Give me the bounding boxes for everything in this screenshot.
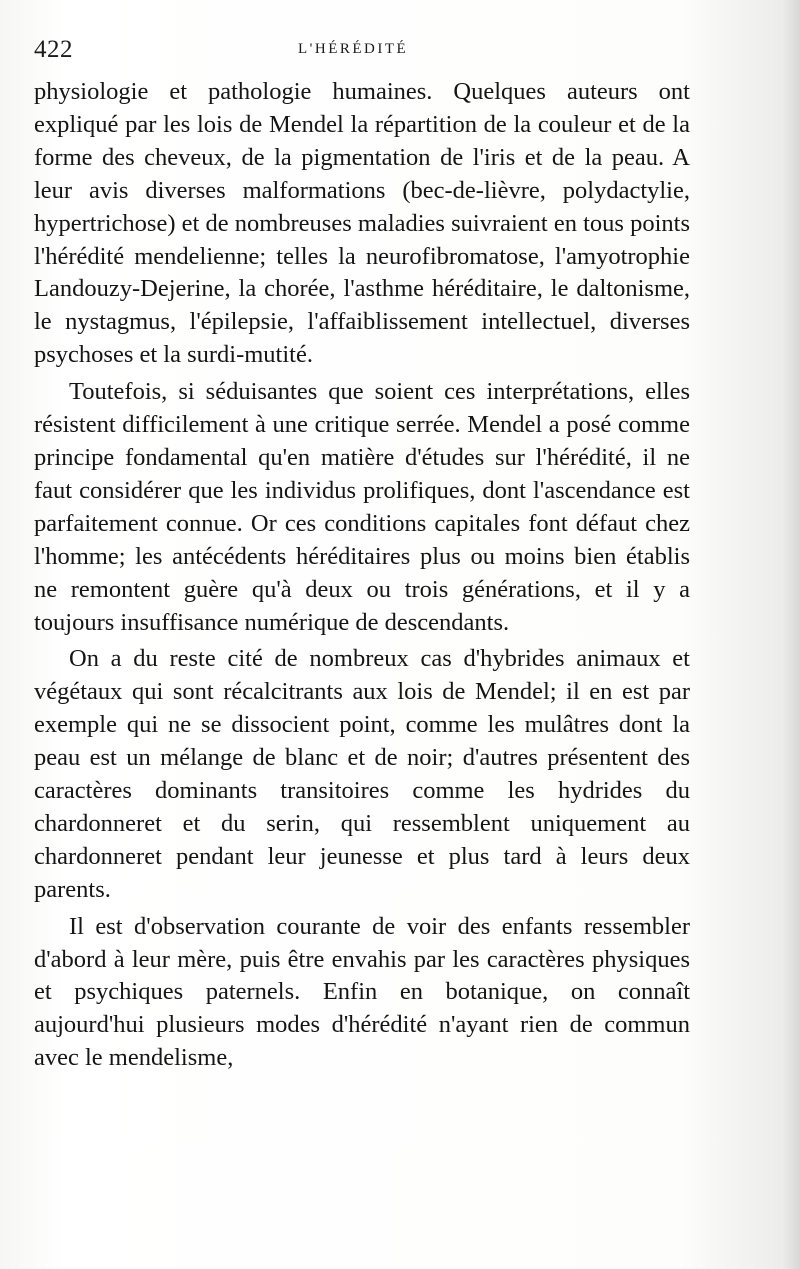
paragraph-observation: Il est d'observation courante de voir des enfants ressembler d'abord à leur mère, puis être envahis par les caractères physiques et psychiques paternels. Enfin en botanique, on connaît aujourd'hui plusieurs modes d'hérédité n'ayant rien de commun avec le mendelisme, bbox=[34, 912, 690, 1072]
running-title: L'HÉRÉDITÉ bbox=[298, 41, 409, 57]
running-head bbox=[34, 36, 654, 64]
paragraph-critique: Toutefois, si séduisantes que soient ces interprétations, elles résistent difficilement à une critique serrée. Mendel a posé comme principe fondamental qu'en matière d'études sur l'hérédité, il ne faut considérer que les individus prolifiques, dont l'ascendance est parfaitement connue. Or ces conditions capitales font défaut chez l'homme; les antécédents héréditaires plus ou moins bien établis ne remontent guère qu'à deux ou trois générations, et il y a toujours insuffisance numérique de descendants. bbox=[34, 378, 690, 636]
page-number: 422 bbox=[34, 36, 73, 63]
body-text bbox=[34, 76, 690, 1075]
page-edge-shadow bbox=[782, 0, 800, 1269]
paragraph-continuation: physiologie et pathologie humaines. Quelques auteurs ont expliqué par les lois de Mendel la répartition de la couleur et de la forme des cheveux, de la pigmentation de l'iris et de la peau. A leur avis diverses malformations (bec-de-lièvre, polydactylie, hypertrichose) et de nombreuses maladies suivraient en tous points l'hérédité mendelienne; telles la neurofibromatose, l'amyotrophie Landouzy-Dejerine, la chorée, l'asthme héréditaire, le daltonisme, le nystagmus, l'épilepsie, l'affaiblissement intellectuel, diverses psychoses et la surdi-mutité. bbox=[34, 78, 690, 369]
paragraph-hybrides: On a du reste cité de nombreux cas d'hybrides animaux et végétaux qui sont récalcitrants aux lois de Mendel; il en est par exemple qui ne se dissocient point, comme les mulâtres dont la peau est un mélange de blanc et de noir; d'autres présentent des caractères dominants transitoires comme les hydrides du chardonneret et du serin, qui ressemblent uniquement au chardonneret pendant leur jeunesse et plus tard à leurs deux parents. bbox=[34, 645, 690, 903]
